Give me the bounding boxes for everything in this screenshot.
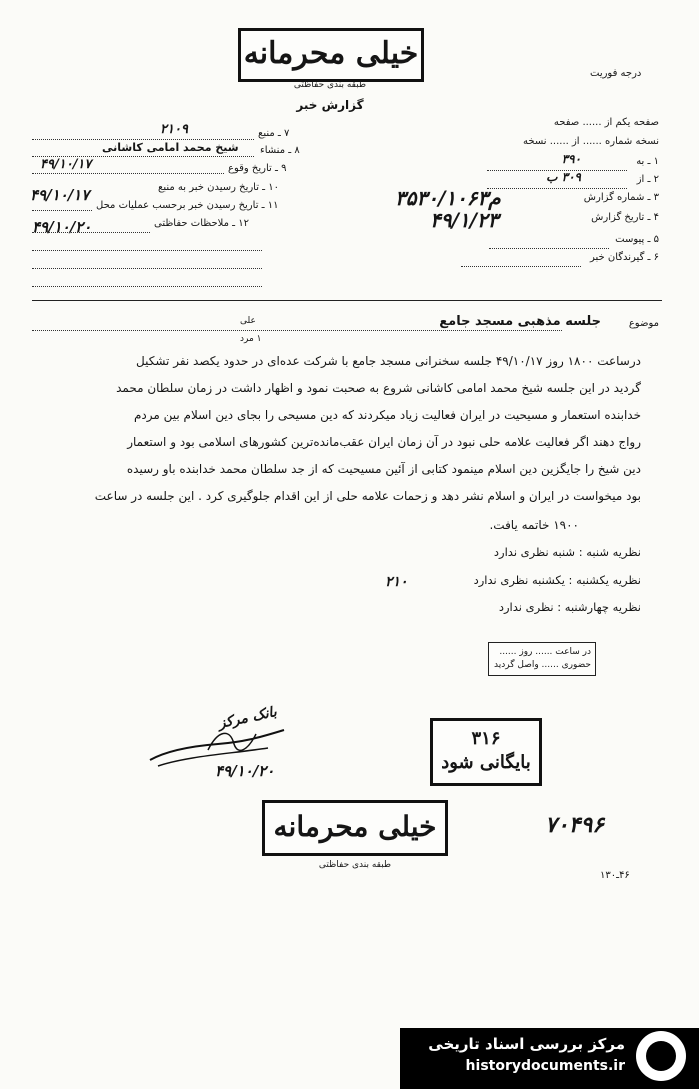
news-source-date-label: ۱۰ ـ تاریخ رسیدن خبر به منبع [158, 182, 280, 193]
watermark-logo-inner [646, 1041, 676, 1071]
occurrence-date-value: ۴۹/۱۰/۱۷ [40, 157, 92, 172]
report-date-value: ۴۹/۱/۲۳ [430, 208, 499, 232]
dotline [489, 248, 609, 249]
classification-stamp-bottom-text: خیلی محرمانه [273, 810, 437, 843]
archive-number: ۳۱۶ [471, 728, 501, 749]
dotline [461, 266, 581, 267]
security-notes-value: ۴۹/۱۰/۲۰ [32, 218, 92, 236]
note-wednesday: نظریه چهارشنبه : نظری ندارد [498, 600, 641, 614]
classification-stamp-top-text: خیلی محرمانه [243, 36, 419, 71]
source-value: ۲۱۰۹ [160, 122, 188, 137]
security-notes-label: ۱۲ ـ ملاحظات حفاظتی [154, 218, 249, 229]
received-stamp [488, 642, 596, 676]
dotline [32, 232, 150, 233]
report-date-label: ۴ ـ تاریخ گزارش [591, 212, 659, 223]
hand-bottom-number: ۷۰۴۹۶ [545, 812, 605, 838]
watermark-title: مرکز بررسی اسناد تاریخی [428, 1035, 625, 1053]
dotline [32, 268, 262, 269]
classification-stamp-bottom [262, 800, 448, 856]
body-line-3: خدابنده استعمار و مسیحیت در ایران فعالیت زیاد میکردند که دین مسیحی را بجای دین اسلام بین مردم [133, 408, 641, 422]
header-to-value: ۳۹۰ [561, 152, 581, 166]
origin-value: شیخ محمد امامی کاشانی [102, 141, 239, 154]
news-source-date-value: ۴۹/۱۰/۱۷ [30, 186, 90, 204]
operations-date-label: ۱۱ ـ تاریخ رسیدن خبر برحسب عملیات محل [96, 200, 279, 211]
body-line-2: گردید در این جلسه شیخ محمد امامی کاشانی شروع به صحبت نمود و اظهار داشت در زمان سلطان محمد [116, 381, 641, 395]
subject-value: جلسه مذهبی مسجد جامع [439, 314, 601, 329]
archive-stamp [430, 718, 542, 786]
report-number-value: ۳۵۳۰/۱۰۶۳م [395, 186, 501, 210]
body-line-1: درساعت ۱۸۰۰ روز ۴۹/۱۰/۱۷ جلسه سخنرانی مسجد جامع با شرکت عده‌ای در حدود یکصد نفر تشکیل [136, 354, 641, 368]
subject-line [32, 330, 562, 331]
report-title: گزارش خبر [296, 98, 364, 112]
body-line-5: دین شیخ را جایگزین دین اسلام مینمود کتابی از آئین مسیحیت که از جد سلطان محمد خدابنده باو رسیده [126, 462, 641, 476]
header-from-label: ۲ ـ از [636, 174, 659, 185]
classification-stamp-top [238, 28, 424, 82]
subject-label: موضوع [628, 318, 659, 329]
received-stamp-line-1: در ساعت ...... روز ...... [499, 647, 591, 657]
recipients-label: ۶ ـ گیرندگان خبر [589, 252, 659, 263]
form-code: ۴۶ـ۱۳۰ [600, 870, 630, 881]
copy-row: نسخه شماره ...... از ...... نسخه [523, 136, 659, 147]
body-line-6: بود میخواست در ایران و اسلام نشر دهد و زحمات علامه حلی از این اقدام جلوگیری کرد . این جلسه در ساعت [94, 489, 641, 503]
dotline [32, 210, 92, 211]
occurrence-date-label: ۹ ـ تاریخ وقوع [228, 163, 287, 174]
dotline [487, 188, 627, 189]
side-note-2: ۱ مرد [240, 334, 262, 344]
body-line-7: ۱۹۰۰ خاتمه یافت. [489, 518, 579, 532]
page-row: صفحه یکم از ...... صفحه [553, 117, 659, 128]
note-sunday: نظریه یکشنبه : یکشنبه نظری ندارد [473, 573, 641, 587]
source-label: ۷ ـ منبع [258, 128, 290, 139]
dotline [32, 286, 262, 287]
archive-text: بایگانی شود [441, 752, 531, 773]
side-note: علی [240, 316, 256, 326]
header-divider [32, 300, 662, 301]
signature-name: بانک مرکز [216, 704, 279, 732]
origin-label: ۸ ـ منشاء [260, 145, 300, 156]
report-number-label: ۳ ـ شماره گزارش [583, 192, 659, 203]
received-stamp-line-2: حضوری ...... واصل گردید [494, 660, 591, 670]
note-saturday: نظریه شنبه : شنبه نظری ندارد [493, 545, 641, 559]
priority-label: درجه فوریت [590, 68, 642, 79]
attachment-label: ۵ ـ پیوست [615, 234, 659, 245]
header-to-label: ۱ ـ به [636, 156, 659, 167]
classification-caption-top: طبقه بندی حفاظتی [293, 80, 367, 90]
hand-initial: ۲۱۰ [385, 574, 408, 590]
body-line-4: رواج دهند اگر فعالیت علامه حلی نبود در آن زمان ایران عقب‌مانده‌ترین کشورهای اسلامی بود و استعمار [127, 435, 641, 449]
signature-date: ۴۹/۱۰/۲۰ [215, 762, 275, 780]
header-from-value: ۳۰۹ ب [546, 170, 581, 184]
dotline [32, 250, 262, 251]
classification-caption-bottom: طبقه بندی حفاظتی [318, 860, 392, 870]
watermark-url: historydocuments.ir [465, 1058, 625, 1074]
dotline [32, 139, 254, 140]
dotline [32, 173, 224, 174]
